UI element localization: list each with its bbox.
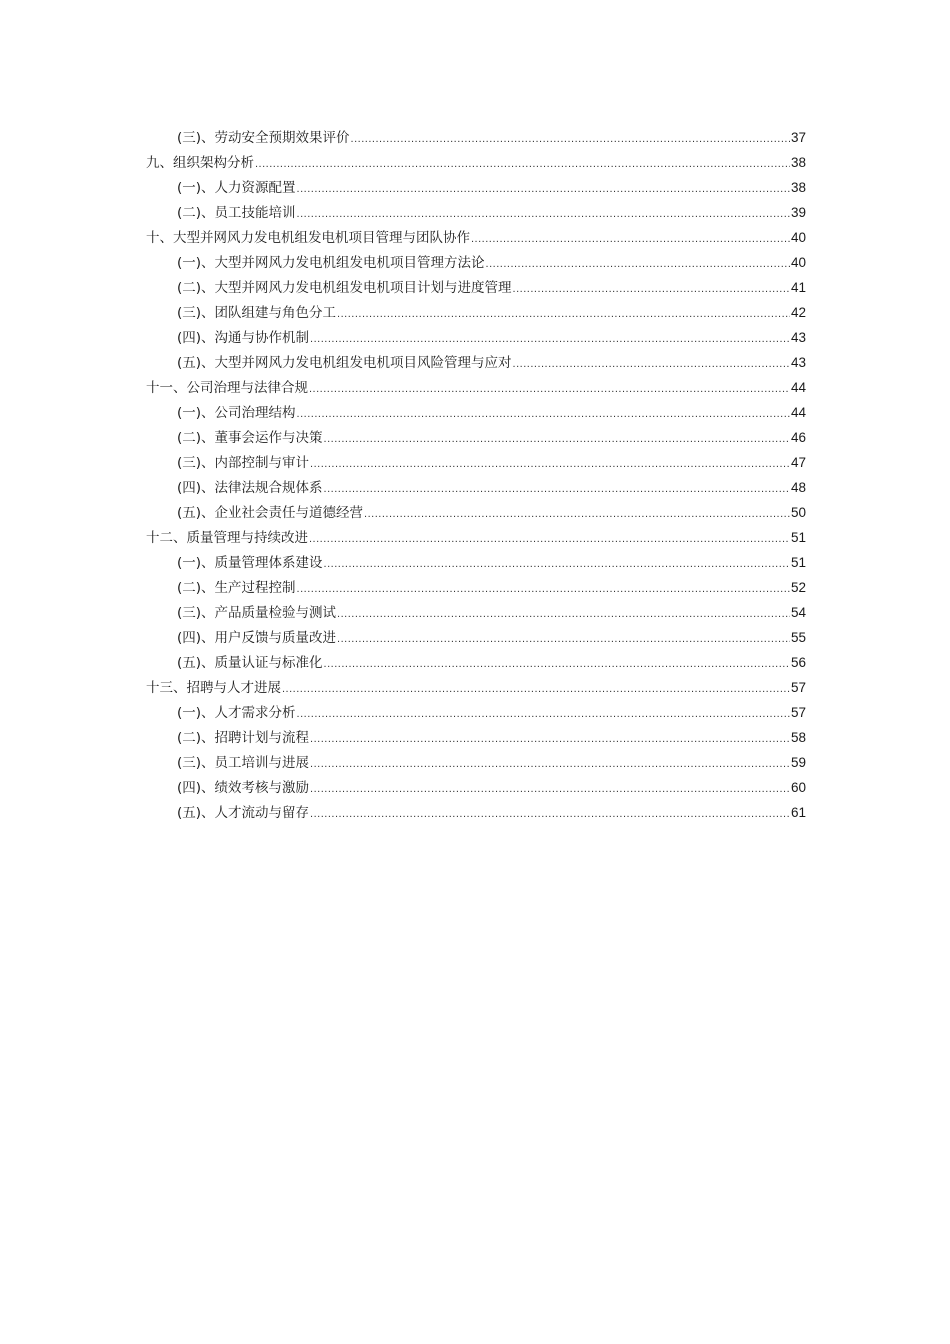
- toc-page-number: 50: [790, 505, 806, 520]
- toc-page-number: 51: [790, 555, 806, 570]
- toc-entry-title: (四)、沟通与协作机制: [177, 330, 310, 346]
- toc-entry-title: (二)、招聘计划与流程: [177, 730, 310, 746]
- toc-entry[interactable]: [146, 250, 806, 275]
- toc-entry[interactable]: [146, 400, 806, 425]
- toc-entry-title: 十一、公司治理与法律合规: [146, 380, 308, 396]
- toc-dot-leader: [297, 577, 790, 602]
- toc-page-number: 37: [790, 130, 806, 145]
- toc-entry[interactable]: [146, 300, 806, 325]
- toc-entry[interactable]: [146, 650, 806, 675]
- toc-entry[interactable]: [146, 750, 806, 775]
- toc-entry[interactable]: [146, 625, 806, 650]
- toc-dot-leader: [309, 527, 790, 552]
- toc-entry[interactable]: [146, 275, 806, 300]
- toc-page-number: 56: [790, 655, 806, 670]
- toc-dot-leader: [324, 652, 790, 677]
- toc-entry-title: (一)、公司治理结构: [177, 405, 296, 421]
- toc-page-number: 58: [790, 730, 806, 745]
- toc-dot-leader: [486, 252, 790, 277]
- toc-page-number: 43: [790, 330, 806, 345]
- toc-dot-leader: [310, 802, 790, 827]
- toc-entry-title: (三)、劳动安全预期效果评价: [177, 130, 350, 146]
- toc-dot-leader: [297, 177, 790, 202]
- toc-entry-title: (二)、董事会运作与决策: [177, 430, 323, 446]
- toc-page-number: 46: [790, 430, 806, 445]
- toc-page-number: 48: [790, 480, 806, 495]
- toc-entry-title: (二)、大型并网风力发电机组发电机项目计划与进度管理: [177, 280, 512, 296]
- toc-entry-title: (一)、人力资源配置: [177, 180, 296, 196]
- toc-entry-title: (三)、内部控制与审计: [177, 455, 310, 471]
- toc-dot-leader: [310, 327, 790, 352]
- toc-dot-leader: [255, 152, 790, 177]
- toc-entry[interactable]: [146, 150, 806, 175]
- toc-entry[interactable]: [146, 325, 806, 350]
- toc-page-number: 54: [790, 605, 806, 620]
- toc-entry-title: (四)、法律法规合规体系: [177, 480, 323, 496]
- toc-entry[interactable]: [146, 725, 806, 750]
- toc-entry-title: (一)、质量管理体系建设: [177, 555, 323, 571]
- toc-page-number: 44: [790, 405, 806, 420]
- toc-dot-leader: [337, 627, 790, 652]
- toc-entry[interactable]: [146, 450, 806, 475]
- toc-entry[interactable]: [146, 350, 806, 375]
- table-of-contents: [146, 125, 806, 825]
- toc-page-number: 40: [790, 230, 806, 245]
- toc-page-number: 61: [790, 805, 806, 820]
- toc-dot-leader: [471, 227, 790, 252]
- toc-entry[interactable]: [146, 550, 806, 575]
- toc-entry-title: 十、大型并网风力发电机组发电机项目管理与团队协作: [146, 230, 470, 246]
- toc-entry[interactable]: [146, 475, 806, 500]
- toc-page-number: 39: [790, 205, 806, 220]
- toc-dot-leader: [351, 127, 790, 152]
- toc-entry[interactable]: [146, 700, 806, 725]
- toc-page-number: 43: [790, 355, 806, 370]
- toc-dot-leader: [297, 202, 790, 227]
- toc-dot-leader: [297, 402, 790, 427]
- toc-dot-leader: [282, 677, 790, 702]
- toc-dot-leader: [310, 752, 790, 777]
- toc-entry-title: (二)、生产过程控制: [177, 580, 296, 596]
- toc-entry[interactable]: [146, 125, 806, 150]
- toc-page-number: 38: [790, 180, 806, 195]
- toc-dot-leader: [309, 377, 790, 402]
- toc-dot-leader: [310, 777, 790, 802]
- toc-dot-leader: [513, 352, 790, 377]
- toc-entry[interactable]: [146, 225, 806, 250]
- toc-entry[interactable]: [146, 525, 806, 550]
- toc-entry-title: (五)、质量认证与标准化: [177, 655, 323, 671]
- toc-entry[interactable]: [146, 675, 806, 700]
- toc-entry-title: (三)、产品质量检验与测试: [177, 605, 337, 621]
- toc-entry-title: (三)、团队组建与角色分工: [177, 305, 337, 321]
- toc-dot-leader: [324, 477, 790, 502]
- toc-entry[interactable]: [146, 425, 806, 450]
- toc-entry-title: (四)、用户反馈与质量改进: [177, 630, 337, 646]
- toc-entry[interactable]: [146, 600, 806, 625]
- toc-page-number: 57: [790, 680, 806, 695]
- toc-entry-title: (五)、大型并网风力发电机组发电机项目风险管理与应对: [177, 355, 512, 371]
- toc-entry-title: 十二、质量管理与持续改进: [146, 530, 308, 546]
- toc-dot-leader: [297, 702, 790, 727]
- toc-entry-title: 十三、招聘与人才进展: [146, 680, 281, 696]
- toc-entry-title: (一)、人才需求分析: [177, 705, 296, 721]
- toc-entry-title: (一)、大型并网风力发电机组发电机项目管理方法论: [177, 255, 485, 271]
- toc-page-number: 60: [790, 780, 806, 795]
- toc-page-number: 40: [790, 255, 806, 270]
- toc-entry-title: 九、组织架构分析: [146, 155, 254, 171]
- toc-page-number: 52: [790, 580, 806, 595]
- toc-entry[interactable]: [146, 800, 806, 825]
- toc-entry[interactable]: [146, 375, 806, 400]
- toc-page-number: 51: [790, 530, 806, 545]
- toc-entry-title: (五)、人才流动与留存: [177, 805, 310, 821]
- toc-page-number: 42: [790, 305, 806, 320]
- toc-entry-title: (三)、员工培训与进展: [177, 755, 310, 771]
- toc-page-number: 38: [790, 155, 806, 170]
- toc-entry-title: (四)、绩效考核与激励: [177, 780, 310, 796]
- toc-entry[interactable]: [146, 200, 806, 225]
- toc-page-number: 55: [790, 630, 806, 645]
- toc-dot-leader: [310, 727, 790, 752]
- toc-entry-title: (五)、企业社会责任与道德经营: [177, 505, 364, 521]
- toc-entry[interactable]: [146, 500, 806, 525]
- toc-dot-leader: [324, 552, 790, 577]
- toc-entry[interactable]: [146, 175, 806, 200]
- toc-dot-leader: [513, 277, 790, 302]
- toc-page-number: 44: [790, 380, 806, 395]
- toc-entry[interactable]: [146, 775, 806, 800]
- toc-dot-leader: [324, 427, 790, 452]
- toc-entry[interactable]: [146, 575, 806, 600]
- toc-dot-leader: [337, 302, 790, 327]
- toc-dot-leader: [310, 452, 790, 477]
- toc-dot-leader: [364, 502, 790, 527]
- toc-page-number: 59: [790, 755, 806, 770]
- toc-page-number: 57: [790, 705, 806, 720]
- toc-dot-leader: [337, 602, 790, 627]
- toc-entry-title: (二)、员工技能培训: [177, 205, 296, 221]
- toc-page-number: 41: [790, 280, 806, 295]
- toc-page-number: 47: [790, 455, 806, 470]
